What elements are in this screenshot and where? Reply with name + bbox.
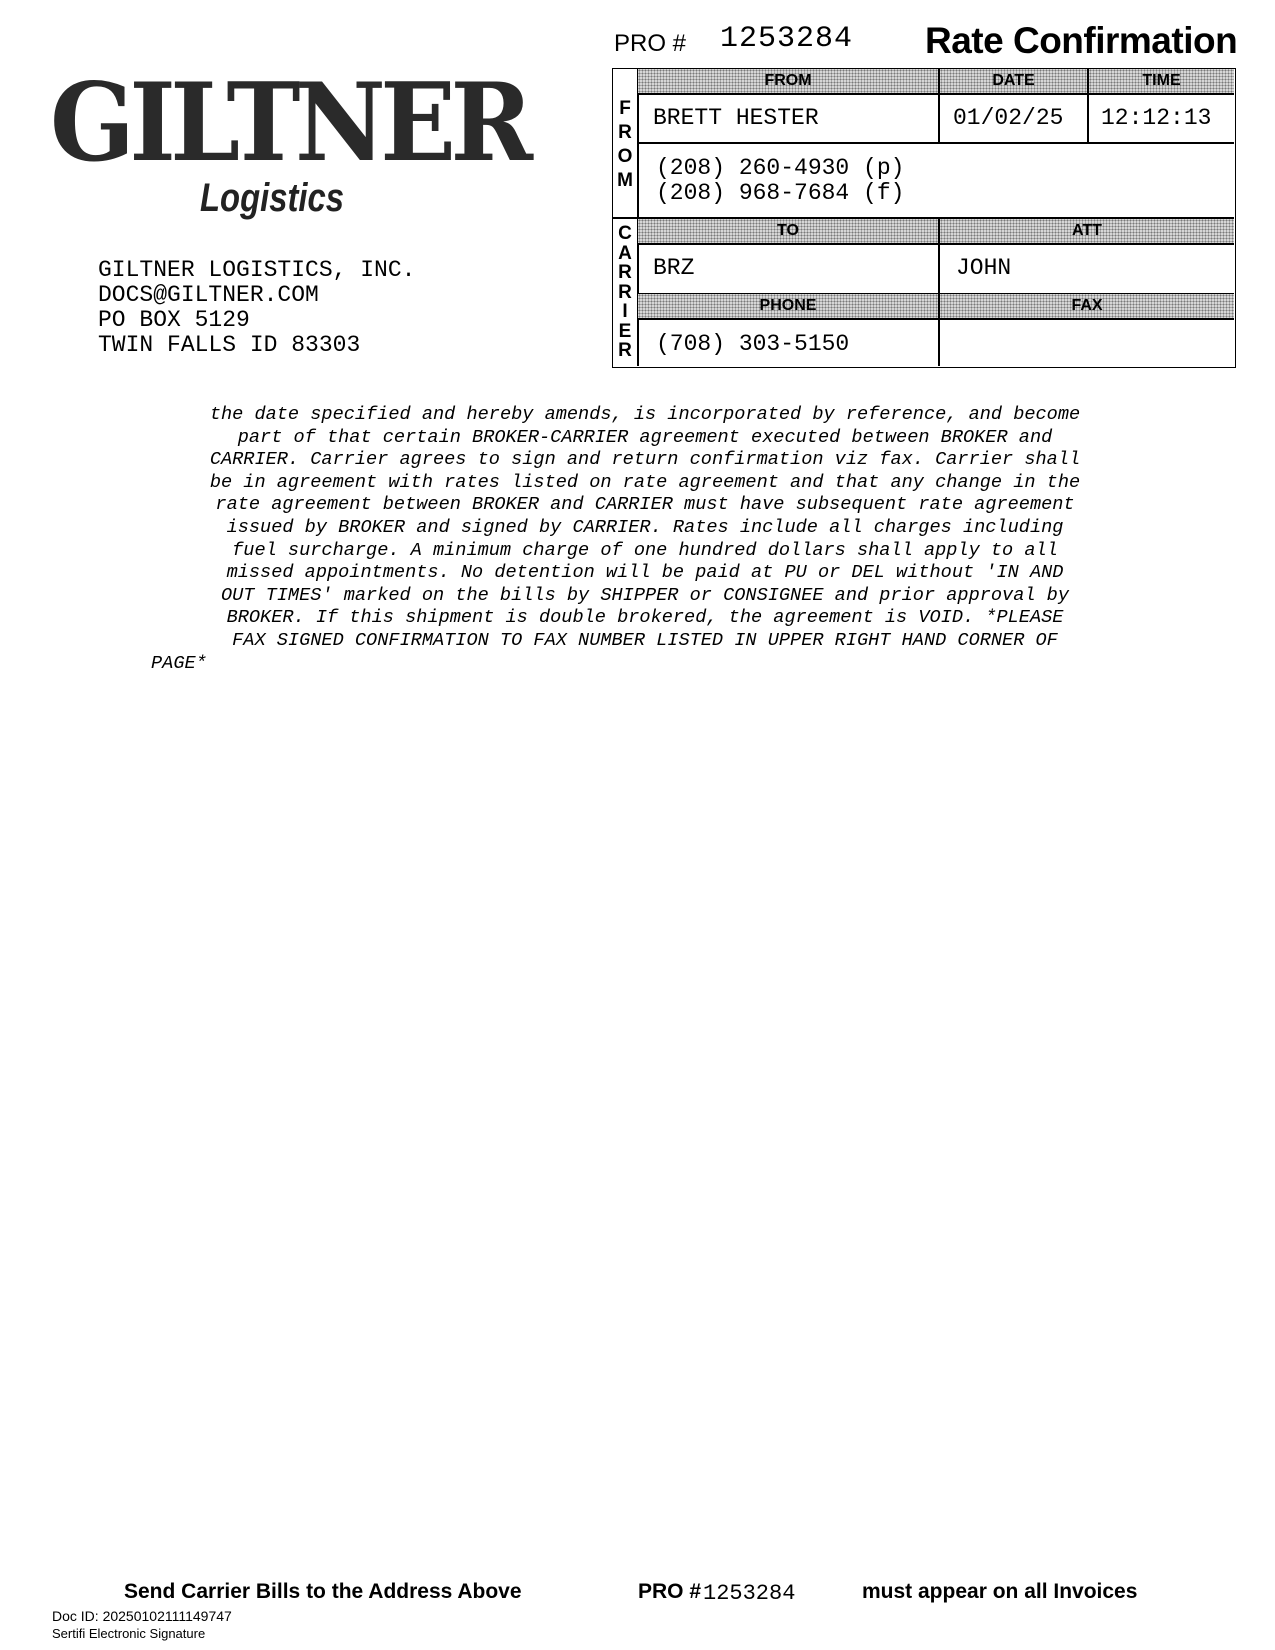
footer-send-bills: Send Carrier Bills to the Address Above	[124, 1580, 522, 1603]
header-divider	[638, 243, 1234, 245]
logo-subtitle: Logistics	[200, 176, 344, 220]
to-header: TO	[638, 219, 938, 243]
from-date: 01/02/25	[953, 105, 1064, 131]
from-side-label	[612, 97, 638, 193]
col-divider	[938, 69, 940, 143]
from-phone: (208) 260-4930 (p)	[656, 155, 905, 181]
side-letter: E	[618, 320, 632, 342]
side-letter: A	[618, 242, 632, 264]
footer-pro-number: 1253284	[703, 1581, 796, 1606]
terms-text	[130, 404, 1160, 675]
page-title: Rate Confirmation	[925, 20, 1238, 61]
footer-pro-label: PRO #	[638, 1580, 702, 1603]
terms-line: FAX SIGNED CONFIRMATION TO FAX NUMBER LISTED IN UPPER RIGHT HAND CORNER OF	[232, 629, 1058, 651]
side-letter: R	[618, 340, 632, 361]
terms-line: part of that certain BROKER-CARRIER agreement executed between BROKER and	[237, 426, 1053, 448]
terms-line: missed appointments. No detention will be paid at PU or DEL without 'IN AND	[226, 562, 1064, 584]
terms-line: rate agreement between BROKER and CARRIER must have subsequent rate agreement	[215, 494, 1075, 516]
side-letter: M	[617, 170, 633, 191]
footer-invoice-note: must appear on all Invoices	[862, 1580, 1138, 1603]
row-divider	[638, 142, 1234, 144]
logo-word-shadow: GILTNER	[50, 60, 528, 186]
from-time: 12:12:13	[1101, 105, 1212, 131]
side-letter: I	[622, 301, 628, 322]
terms-line: CARRIER. Carrier agrees to sign and return confirmation viz fax. Carrier shall	[209, 449, 1081, 471]
from-fax: (208) 968-7684 (f)	[656, 180, 905, 206]
terms-line: issued by BROKER and signed by CARRIER. Rates include all charges including	[226, 516, 1064, 538]
terms-line: the date specified and hereby amends, is incorporated by reference, and become	[209, 404, 1081, 425]
address-line: GILTNER LOGISTICS, INC.	[98, 257, 416, 283]
carrier-phone: (708) 303-5150	[656, 331, 850, 357]
carrier-to: BRZ	[653, 255, 695, 281]
col-divider	[1087, 69, 1089, 143]
att-header: ATT	[940, 219, 1234, 243]
header-divider	[638, 318, 1234, 320]
date-header: DATE	[940, 69, 1087, 93]
side-letter: O	[617, 146, 633, 167]
address-line: PO BOX 5129	[98, 307, 250, 333]
pro-label: PRO #	[614, 30, 687, 57]
company-logo	[50, 60, 528, 220]
col-divider	[938, 218, 940, 366]
sertifi-signature: Sertifi Electronic Signature	[52, 1626, 206, 1641]
address-line: TWIN FALLS ID 83303	[98, 332, 361, 358]
side-letter: R	[618, 122, 632, 143]
terms-line: BROKER. If this shipment is double brokered, the agreement is VOID. *PLEASE	[226, 607, 1064, 629]
terms-line: fuel surcharge. A minimum charge of one hundred dollars shall apply to all	[232, 539, 1058, 561]
company-address	[98, 258, 415, 358]
carrier-side-label	[612, 224, 638, 361]
phone-header: PHONE	[638, 294, 938, 318]
time-header: TIME	[1089, 69, 1234, 93]
terms-line: PAGE*	[151, 652, 207, 674]
side-letter: C	[618, 223, 632, 244]
terms-line: be in agreement with rates listed on rate agreement and that any change in the	[209, 471, 1081, 493]
pro-number: 1253284	[720, 22, 854, 56]
from-name: BRETT HESTER	[653, 105, 819, 131]
carrier-att: JOHN	[956, 255, 1012, 281]
address-line: DOCS@GILTNER.COM	[98, 282, 319, 308]
doc-id: Doc ID: 20250102111149747	[52, 1608, 232, 1624]
side-letter: R	[618, 262, 632, 283]
from-header: FROM	[638, 69, 938, 93]
side-letter: F	[619, 98, 631, 119]
info-table	[612, 68, 1236, 368]
terms-line: OUT TIMES' marked on the bills by SHIPPER or CONSIGNEE and prior approval by	[220, 584, 1069, 606]
side-letter: R	[618, 281, 632, 303]
header-divider	[638, 93, 1234, 95]
fax-header: FAX	[940, 294, 1234, 318]
